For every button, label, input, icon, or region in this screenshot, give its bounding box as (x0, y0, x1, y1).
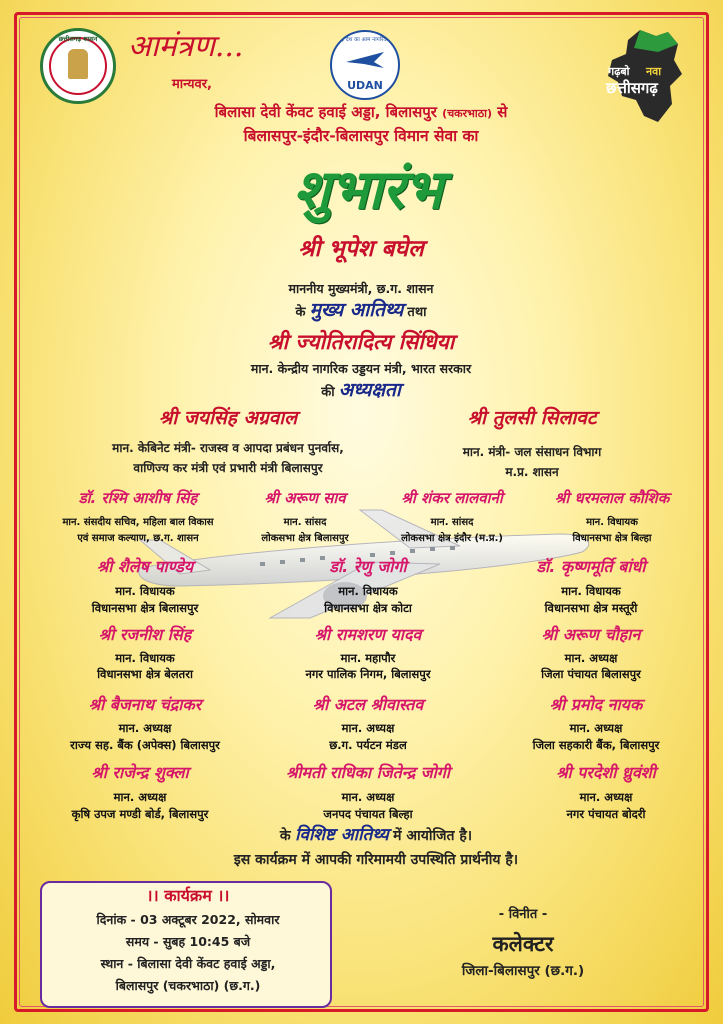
invite-script: आमंत्रण... (128, 29, 244, 64)
closing-pre: के (279, 828, 291, 844)
guest-line2: लोकसभा क्षेत्र बिलासपुर (261, 533, 349, 544)
chief-role-post: तथा (407, 305, 427, 320)
guest-name: श्री रजनीश सिंह (98, 625, 192, 644)
guest-name: श्री अरूण साव (264, 489, 346, 507)
cg-slogan-2: नवा (646, 65, 662, 78)
guest-line1: मान. संसदीय सचिव, महिला बाल विकास (62, 517, 214, 528)
guest-name: श्री शंकर लालवानी (401, 489, 503, 507)
cg-slogan-3: छत्तीसगढ़ (606, 79, 658, 97)
programme-time: समय - सुबह 10:45 बजे (125, 934, 251, 949)
president-role (321, 380, 401, 402)
salutation: मान्यवर, (172, 77, 212, 92)
programme-box (40, 881, 332, 1008)
closing-post: में आयोजित है। (393, 828, 473, 844)
guest-line2: नगर पंचायत बोदरी (566, 807, 646, 821)
udan-label: UDAN (347, 79, 383, 92)
service-line: बिलासपुर-इंदौर-बिलासपुर विमान सेवा का (243, 127, 479, 145)
venue-main: बिलासा देवी केंवट हवाई अड्डा, बिलासपुर (214, 103, 437, 121)
guest-line2: विधानसभा क्षेत्र बिल्हा (572, 533, 652, 544)
guest-line1: मान. विधायक (561, 584, 621, 598)
minister-2-line2: म.प्र. शासन (505, 465, 559, 479)
president-role-pre: की (321, 385, 335, 400)
guest-name: श्री बैजनाथ चंद्राकर (88, 695, 202, 714)
guest-name: श्री धरमलाल कौशिक (554, 489, 670, 507)
guest-name: डॉ. रेणु जोगी (329, 557, 407, 576)
plane-icon (344, 48, 386, 70)
guest-line1: मान. महापौर (340, 651, 396, 665)
guest-line1: मान. अध्यक्ष (564, 651, 618, 665)
president-title: मान. केन्द्रीय नागरिक उड्डयन मंत्री, भारत सरकार (250, 361, 472, 376)
chief-guest-title: माननीय मुख्यमंत्री, छ.ग. शासन (288, 281, 434, 296)
guest-name: डॉ. रश्मि आशीष सिंह (78, 489, 198, 507)
guest-line1: मान. विधायक (586, 517, 638, 528)
guest-line1: मान. अध्यक्ष (569, 721, 623, 735)
guest-line2: लोकसभा क्षेत्र इंदौर (म.प्र.) (401, 533, 503, 544)
shubharambh-title: शुभारंभ (293, 157, 443, 221)
guest-line2: विधानसभा क्षेत्र कोटा (324, 601, 412, 615)
guest-line1: मान. सांसद (430, 517, 474, 528)
programme-place-1: स्थान - बिलासा देवी केंवट हवाई अड्डा, (100, 956, 276, 971)
guest-line2: एवं समाज कल्याण, छ.ग. शासन (77, 533, 199, 544)
chief-role: मुख्य आतिथ्य (309, 299, 404, 321)
signoff-collector: कलेक्टर (492, 932, 554, 956)
venue-line (215, 104, 508, 121)
closing-role: विशिष्ट आतिथ्य (295, 825, 389, 845)
guest-line1: मान. अध्यक्ष (341, 721, 395, 735)
minister-2-name: श्री तुलसी सिलावट (467, 407, 597, 429)
signoff-district: जिला-बिलासपुर (छ.ग.) (461, 963, 585, 979)
guest-line1: मान. अध्यक्ष (113, 790, 167, 804)
guest-line2: नगर पालिक निगम, बिलासपुर (305, 667, 431, 681)
venue-sub: (चकरभाठा) (442, 107, 492, 120)
chief-role-pre: के (295, 305, 306, 320)
guest-line2: जिला पंचायत बिलासपुर (541, 667, 641, 681)
cg-govt-seal (40, 28, 116, 104)
guest-name: श्री शैलेष पाण्डेय (96, 557, 194, 576)
closing-line1 (280, 826, 472, 846)
guest-name: श्री राजेन्द्र शुक्ला (91, 763, 189, 782)
minister-1-line2: वाणिज्य कर मंत्री एवं प्रभारी मंत्री बिलासपुर (133, 461, 323, 475)
guest-name: श्री अटल श्रीवास्तव (312, 695, 424, 714)
guest-line2: विधानसभा क्षेत्र बिलासपुर (91, 601, 199, 615)
guest-name: श्रीमती राधिका जितेन्द्र जोगी (286, 763, 450, 782)
guest-name: श्री रामशरण यादव (314, 625, 422, 644)
minister-1-name: श्री जयसिंह अग्रवाल (158, 407, 298, 429)
programme-date: दिनांक - 03 अक्टूबर 2022, सोमवार (96, 912, 280, 927)
minister-2-line1: मान. मंत्री- जल संसाधन विभाग (462, 445, 602, 459)
guest-name: श्री अरूण चौहान (541, 625, 641, 644)
president-role: अध्यक्षता (338, 379, 401, 401)
signoff-vinit: - विनीत - (498, 907, 548, 922)
chief-guest-role (296, 300, 427, 322)
guest-line1: मान. अध्यक्ष (118, 721, 172, 735)
udan-tagline: उड़े देश का आम नागरिक (338, 37, 388, 43)
guest-name: डॉ. कृष्णमूर्ति बांधी (536, 557, 646, 576)
cg-slogan-1: गढ़बो (608, 65, 630, 78)
seal-text: छत्तीसगढ़ शासन (58, 35, 98, 43)
udan-logo (330, 30, 400, 100)
minister-1-line1: मान. केबिनेट मंत्री- राजस्व व आपदा प्रबंधन पुनर्वास, (112, 441, 344, 455)
guest-line1: मान. विधायक (115, 651, 175, 665)
president-name: श्री ज्योतिरादित्य सिंधिया (267, 330, 455, 354)
closing-line2: इस कार्यक्रम में आपकी गरिमामयी उपस्थिति प्रार्थनीय है। (233, 852, 519, 868)
guest-line1: मान. विधायक (115, 584, 175, 598)
programme-heading: ।। कार्यक्रम ।। (146, 886, 230, 905)
guest-name: श्री प्रमोद नायक (549, 695, 643, 714)
guest-line2: कृषि उपज मण्डी बोर्ड, बिलासपुर (71, 807, 209, 821)
guest-line1: मान. विधायक (338, 584, 398, 598)
guest-line1: मान. अध्यक्ष (579, 790, 633, 804)
emblem-icon (68, 49, 88, 79)
guest-line2: जनपद पंचायत बिल्हा (323, 807, 413, 821)
guest-line1: मान. सांसद (283, 517, 327, 528)
programme-place-2: बिलासपुर (चकरभाठा) (छ.ग.) (115, 978, 261, 993)
guest-name: श्री परदेशी ध्रुवंशी (556, 763, 656, 782)
guest-line2: छ.ग. पर्यटन मंडल (329, 738, 407, 752)
guest-line2: विधानसभा क्षेत्र मस्तूरी (544, 601, 638, 615)
chief-guest-name: श्री भूपेश बघेल (298, 236, 424, 262)
venue-se: से (497, 103, 508, 121)
guest-line2: राज्य सह. बैंक (अपेक्स) बिलासपुर (70, 738, 220, 752)
guest-line2: जिला सहकारी बैंक, बिलासपुर (532, 738, 660, 752)
guest-line2: विधानसभा क्षेत्र बेलतरा (97, 667, 193, 681)
guest-line1: मान. अध्यक्ष (341, 790, 395, 804)
